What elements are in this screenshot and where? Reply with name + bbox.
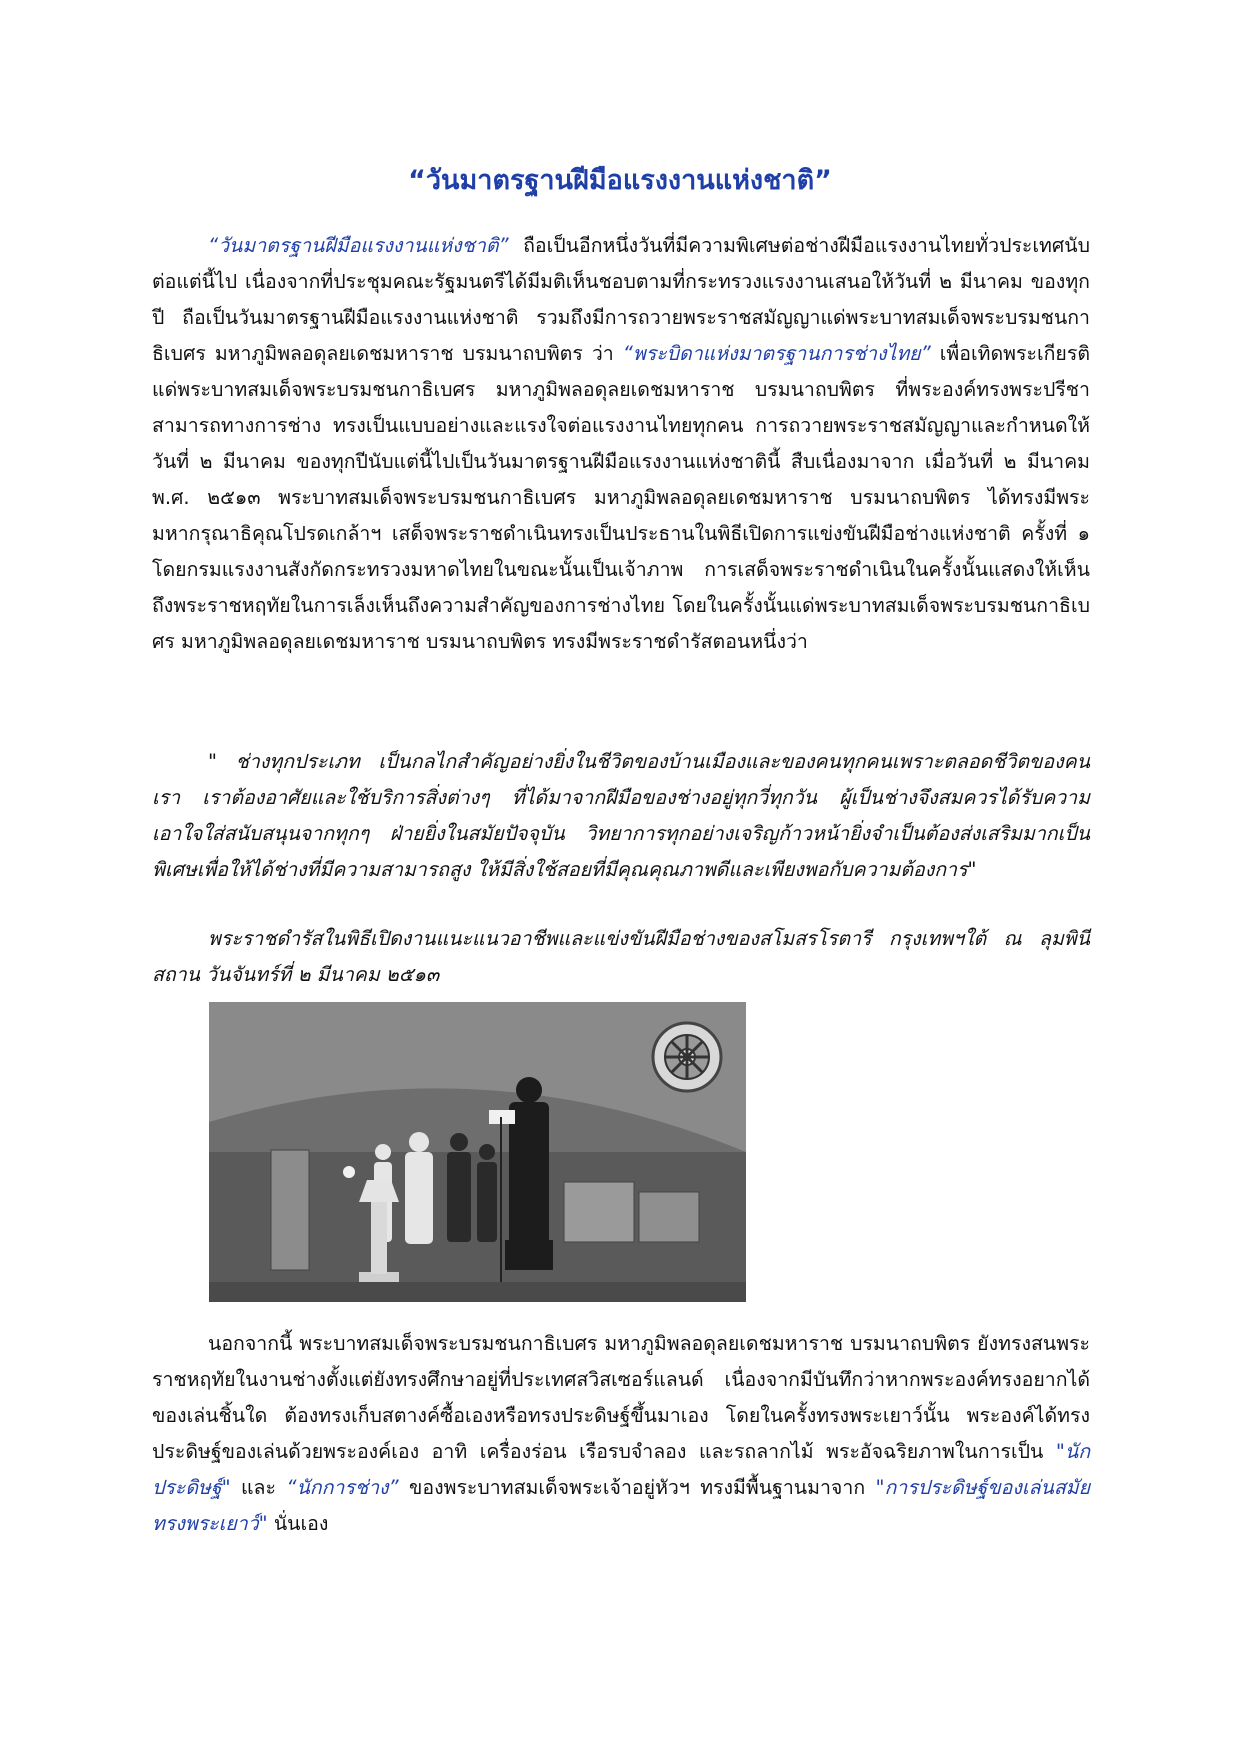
closing-text-d: นั่นเอง bbox=[267, 1512, 329, 1535]
quote-caption: พระราชดำรัสในพิธีเปิดงานแนะแนวอาชีพและแข่งขันฝีมือช่างของสโมสรโรตารี กรุงเทพฯใต้ ณ ลุมพินีสถาน วันจันทร์ที่ ๒ มีนาคม ๒๕๑๓ bbox=[152, 927, 1090, 986]
closing-paragraph bbox=[152, 1326, 1090, 1542]
closing-text-c: ของพระบาทสมเด็จพระเจ้าอยู่หัวฯ ทรงมีพื้นฐานมาจาก bbox=[398, 1476, 876, 1499]
document-title: “วันมาตรฐานฝีมือแรงงานแห่งชาติ” bbox=[408, 165, 832, 196]
royal-title-emphasis: “พระบิดาแห่งมาตรฐานการช่างไทย” bbox=[622, 342, 931, 365]
closing-text-b: และ bbox=[230, 1476, 287, 1499]
inventor-emphasis: "นักประดิษฐ์" bbox=[152, 1440, 1090, 1499]
closing-text-a: นอกจากนี้ พระบาทสมเด็จพระบรมชนกาธิเบศร มหาภูมิพลอดุลยเดชมหาราช บรมนาถบพิตร ยังทรงสนพระราชหฤทัยในงานช่างตั้งแต่ยังทรงศึกษาอยู่ที่ประเทศสวิสเซอร์แลนด์ เนื่องจากมีบันทึกว่าหากพระองค์ทรงอยากได้ของเล่นชิ้นใด ต้องทรงเก็บสตางค์ซื้อเองหรือทรงประดิษฐ์ขึ้นมาเอง โดยในครั้งทรงพระเยาว์นั้น พระองค์ได้ทรงประดิษฐ์ของเล่นด้วยพระองค์เอง อาทิ เครื่องร่อน เรือรบจำลอง และรถลากไม้ พระอัจฉริยภาพในการเป็น bbox=[152, 1332, 1090, 1463]
craftsman-emphasis: “นักการช่าง” bbox=[286, 1476, 399, 1499]
royal-quote: " ช่างทุกประเภท เป็นกลไกสำคัญอย่างยิ่งในชีวิตของบ้านเมืองและของคนทุกคนเพราะตลอดชีวิตของคนเรา เราต้องอาศัยและใช้บริการสิ่งต่างๆ ที่ได้มาจากฝีมือของช่างอยู่ทุกวี่ทุกวัน ผู้เป็นช่างจึงสมควรได้รับความเอาใจใส่สนับสนุนจากทุกๆ ฝ่ายยิ่งในสมัยปัจจุบัน วิทยาการทุกอย่างเจริญก้าวหน้ายิ่งจำเป็นต้องส่งเสริมมากเป็นพิเศษเพื่อให้ได้ช่างที่มีความสามารถสูง ให้มีสิ่งใช้สอยที่มีคุณคุณภาพดีและเพียงพอกับความต้องการ" bbox=[152, 750, 1090, 881]
lead-emphasis: “วันมาตรฐานฝีมือแรงงานแห่งชาติ” bbox=[208, 234, 509, 257]
intro-text-b: เพื่อเทิดพระเกียรติแด่พระบาทสมเด็จพระบรมชนกาธิเบศร มหาภูมิพลอดุลยเดชมหาราช บรมนาถบพิตร ที่พระองค์ทรงพระปรีชาสามารถทางการช่าง ทรงเป็นแบบอย่างและแรงใจต่อแรงงานไทยทุกคน การถวายพระราชสมัญญาและกำหนดให้วันที่ ๒ มีนาคม ของทุกปีนับแต่นี้ไปเป็นวันมาตรฐานฝีมือแรงงานแห่งชาตินี้ สืบเนื่องมาจาก เมื่อวันที่ ๒ มีนาคม พ.ศ. ๒๕๑๓ พระบาทสมเด็จพระบรมชนกาธิเบศร มหาภูมิพลอดุลยเดชมหาราช บรมนาถบพิตร ได้ทรงมีพระมหากรุณาธิคุณโปรดเกล้าฯ เสด็จพระราชดำเนินทรงเป็นประธานในพิธีเปิดการแข่งขันฝีมือช่างแห่งชาติ ครั้งที่ ๑ โดยกรมแรงงานสังกัดกระทรวงมหาดไทยในขณะนั้นเป็นเจ้าภาพ การเสด็จพระราชดำเนินในครั้งนั้นแสดงให้เห็นถึงพระราชหฤทัยในการเล็งเห็นถึงความสำคัญของการช่างไทย โดยในครั้งนั้นแด่พระบาทสมเด็จพระบรมชนกาธิเบศร มหาภูมิพลอดุลยเดชมหาราช บรมนาถบพิตร ทรงมีพระราชดำรัสตอนหนึ่งว่า bbox=[152, 342, 1090, 653]
ceremony-photo bbox=[209, 1002, 746, 1302]
intro-paragraph bbox=[152, 228, 1090, 660]
intro-text-a: ถือเป็นอีกหนึ่งวันที่มีความพิเศษต่อช่างฝีมือแรงงานไทยทั่วประเทศนับต่อแต่นี้ไป เนื่องจากที่ประชุมคณะรัฐมนตรีได้มีมติเห็นชอบตามที่กระทรวงแรงงานเสนอให้วันที่ ๒ มีนาคม ของทุกปี ถือเป็นวันมาตรฐานฝีมือแรงงานแห่งชาติ รวมถึงมีการถวายพระราชสมัญญาแด่พระบาทสมเด็จพระบรมชนกาธิเบศร มหาภูมิพลอดุลยเดชมหาราช บรมนาถบพิตร ว่า bbox=[152, 234, 1090, 365]
toy-invention-emphasis: "การประดิษฐ์ของเล่นสมัยทรงพระเยาว์" bbox=[152, 1476, 1091, 1535]
